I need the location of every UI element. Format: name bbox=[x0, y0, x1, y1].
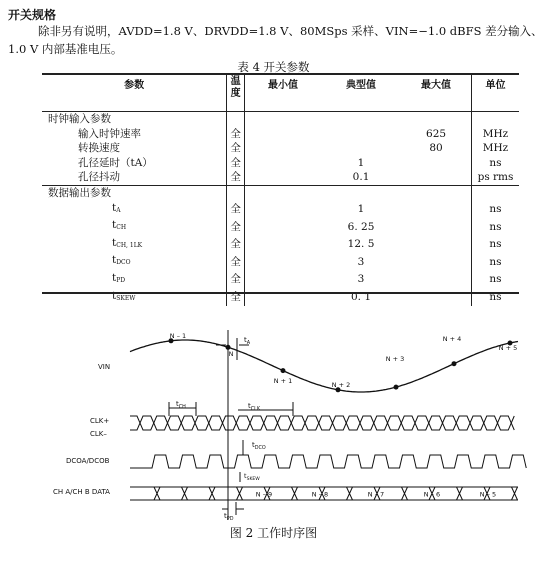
data-word-label: N – 6 bbox=[423, 490, 441, 499]
param-text: 输入时钟速率 bbox=[78, 127, 141, 140]
row-param bbox=[42, 170, 227, 185]
header-temp-label: 温度 bbox=[230, 76, 241, 99]
row-temp: 全 bbox=[227, 218, 245, 236]
sample-label: N + 1 bbox=[273, 377, 293, 385]
row-temp: 全 bbox=[227, 141, 245, 156]
timing-diagram bbox=[0, 320, 547, 520]
row-max: 625 bbox=[426, 127, 447, 140]
row-max: 80 bbox=[429, 142, 443, 155]
table-row bbox=[42, 141, 519, 156]
row-temp: 全 bbox=[227, 170, 245, 185]
tch-label: $t_{CH}$ bbox=[176, 400, 186, 410]
row-unit: ns bbox=[472, 271, 520, 289]
param-text: 时钟输入参数 bbox=[48, 113, 111, 125]
dco-waveform bbox=[130, 455, 526, 468]
row-unit: MHz bbox=[472, 141, 520, 156]
row-max bbox=[401, 201, 471, 219]
sample-point bbox=[394, 385, 398, 389]
row-typ bbox=[321, 127, 401, 142]
table-body bbox=[42, 112, 519, 307]
row-typ bbox=[321, 112, 401, 127]
row-typ: 3 bbox=[357, 273, 365, 286]
tclk-label-subscript: CLK bbox=[250, 406, 261, 412]
row-unit: ns bbox=[472, 156, 520, 171]
clk-minus-waveform bbox=[130, 416, 514, 430]
ta-label-subscript: A bbox=[246, 340, 251, 346]
row-unit: ns bbox=[472, 236, 520, 254]
data-label: CH A/CH B DATA bbox=[53, 488, 110, 496]
row-min bbox=[245, 156, 321, 171]
row-temp: 全 bbox=[227, 127, 245, 142]
intro-line-2: 1.0 V 内部基准电压。 bbox=[8, 42, 123, 56]
header-unit: 单位 bbox=[472, 73, 520, 112]
row-param bbox=[42, 112, 227, 127]
data-transition bbox=[512, 487, 518, 500]
data-transition bbox=[347, 487, 353, 500]
figure-caption: 图 2 工作时序图 bbox=[229, 526, 318, 540]
table-row bbox=[42, 156, 519, 171]
table-row bbox=[42, 218, 519, 236]
clk-plus-label: CLK+ bbox=[90, 417, 110, 425]
row-min bbox=[245, 127, 321, 142]
row-param bbox=[42, 127, 227, 142]
row-typ: 1 bbox=[357, 156, 365, 169]
data-transition bbox=[237, 487, 243, 500]
sample-label: N + 3 bbox=[385, 355, 405, 363]
switching-spec-table bbox=[42, 73, 519, 306]
tclk-label: $t_{CLK}$ bbox=[248, 402, 261, 412]
sample-label: N bbox=[228, 350, 234, 358]
tdco-label: $t_{DCO}$ bbox=[252, 441, 266, 451]
data-transition bbox=[154, 487, 160, 500]
vin-waveform bbox=[130, 340, 518, 392]
table-row bbox=[42, 185, 519, 200]
sample-label: N + 5 bbox=[498, 344, 518, 352]
row-min bbox=[245, 185, 321, 200]
row-temp bbox=[227, 112, 245, 127]
row-unit: ns bbox=[472, 201, 520, 219]
row-min bbox=[245, 271, 321, 289]
header-typ: 典型值 bbox=[321, 73, 401, 112]
row-typ: 1 bbox=[357, 203, 365, 216]
param-subscript: CH bbox=[116, 224, 127, 232]
param-text: t bbox=[112, 254, 117, 267]
section-heading: 开关规格 bbox=[8, 8, 57, 22]
param-subscript: DCO bbox=[116, 259, 131, 267]
table-row bbox=[42, 170, 519, 185]
param-text: t bbox=[112, 236, 117, 249]
param-text: t bbox=[112, 201, 117, 214]
row-param bbox=[42, 156, 227, 171]
row-param bbox=[42, 218, 227, 236]
row-temp: 全 bbox=[227, 253, 245, 271]
row-min bbox=[245, 112, 321, 127]
data-word-label: N – 9 bbox=[255, 490, 273, 499]
param-text: 孔径延时（tA） bbox=[78, 156, 153, 169]
row-min bbox=[245, 218, 321, 236]
row-typ: 12. 5 bbox=[347, 238, 375, 251]
tskew-label-subscript: SKEW bbox=[246, 477, 260, 482]
row-param bbox=[42, 253, 227, 271]
row-temp bbox=[227, 185, 245, 200]
sample-point bbox=[281, 369, 285, 373]
table-row bbox=[42, 271, 519, 289]
tch-label-subscript: CH bbox=[178, 404, 186, 410]
row-unit: ns bbox=[472, 253, 520, 271]
param-subscript: PD bbox=[116, 276, 126, 284]
row-typ bbox=[321, 185, 401, 200]
param-text: 数据输出参数 bbox=[48, 186, 111, 199]
row-max bbox=[401, 156, 471, 171]
tskew-label: $t_{SKEW}$ bbox=[244, 472, 260, 482]
table-caption: 表 4 开关参数 bbox=[237, 60, 310, 74]
row-min bbox=[245, 201, 321, 219]
row-max bbox=[401, 271, 471, 289]
param-text: t bbox=[112, 271, 117, 284]
table-header-row bbox=[42, 73, 519, 112]
row-max bbox=[401, 236, 471, 254]
row-param bbox=[42, 236, 227, 254]
header-max: 最大值 bbox=[401, 73, 471, 112]
row-typ: 6. 25 bbox=[347, 220, 375, 233]
row-unit: ns bbox=[472, 218, 520, 236]
dco-label: DCOA/DCOB bbox=[66, 457, 110, 465]
row-typ bbox=[321, 141, 401, 156]
param-text: t bbox=[112, 289, 117, 302]
tpd-label: $t_{PD}$ bbox=[224, 512, 234, 520]
row-unit bbox=[472, 185, 520, 200]
table-row bbox=[42, 112, 519, 127]
row-param bbox=[42, 185, 227, 200]
data-transition bbox=[292, 487, 298, 500]
row-max bbox=[401, 218, 471, 236]
header-param: 参数 bbox=[42, 73, 227, 112]
row-param bbox=[42, 141, 227, 156]
row-typ: 0.1 bbox=[321, 170, 401, 185]
intro-line-1: 除非另有说明，AVDD=1.8 V、DRVDD=1.8 V、80MSps 采样、VIN=−1.0 dBFS 差分输入、 bbox=[38, 24, 543, 38]
param-text: 孔径抖动 bbox=[78, 171, 120, 184]
row-temp: 全 bbox=[227, 236, 245, 254]
row-temp: 全 bbox=[227, 271, 245, 289]
row-temp: 全 bbox=[227, 289, 245, 307]
param-subscript: CH, 1LK bbox=[116, 241, 143, 249]
header-min: 最小值 bbox=[245, 73, 321, 112]
table-row bbox=[42, 127, 519, 142]
row-param bbox=[42, 201, 227, 219]
data-transition bbox=[182, 487, 188, 500]
row-unit bbox=[472, 112, 520, 127]
row-min bbox=[245, 141, 321, 156]
param-text: 转换速度 bbox=[78, 142, 120, 155]
table-row bbox=[42, 236, 519, 254]
row-temp: 全 bbox=[227, 156, 245, 171]
data-transition bbox=[209, 487, 215, 500]
row-unit: ps rms bbox=[472, 170, 520, 185]
table-row bbox=[42, 253, 519, 271]
table-bottom-rule bbox=[42, 292, 519, 294]
clk-minus-label: CLK– bbox=[90, 430, 107, 438]
row-min bbox=[245, 253, 321, 271]
data-word-label: N – 8 bbox=[311, 490, 329, 499]
param-subscript: SKEW bbox=[116, 294, 136, 302]
row-min bbox=[245, 236, 321, 254]
row-max bbox=[401, 170, 471, 185]
row-typ: 0. 1 bbox=[351, 291, 372, 304]
data-transition bbox=[457, 487, 463, 500]
sample-label: N + 2 bbox=[331, 381, 351, 389]
param-subscript: A bbox=[116, 206, 121, 214]
sample-label: N + 4 bbox=[442, 335, 462, 343]
row-typ: 3 bbox=[357, 255, 365, 268]
row-max bbox=[401, 185, 471, 200]
row-temp: 全 bbox=[227, 201, 245, 219]
vin-label: VIN bbox=[98, 363, 111, 371]
row-unit: ns bbox=[472, 289, 520, 307]
data-word-label: N – 7 bbox=[367, 490, 385, 499]
row-param bbox=[42, 271, 227, 289]
header-temp bbox=[227, 73, 245, 112]
param-text: t bbox=[112, 219, 117, 232]
tpd-label-subscript: PD bbox=[226, 516, 234, 520]
data-word-label: N – 5 bbox=[479, 490, 497, 499]
sample-label: N – 1 bbox=[169, 332, 187, 340]
row-unit: MHz bbox=[472, 127, 520, 142]
sample-point bbox=[452, 362, 456, 366]
row-max bbox=[401, 112, 471, 127]
table-row bbox=[42, 201, 519, 219]
ta-label: $t_A$ bbox=[244, 336, 251, 346]
data-transition bbox=[402, 487, 408, 500]
tdco-label-subscript: DCO bbox=[254, 445, 266, 451]
row-min bbox=[245, 170, 321, 185]
row-max bbox=[401, 253, 471, 271]
